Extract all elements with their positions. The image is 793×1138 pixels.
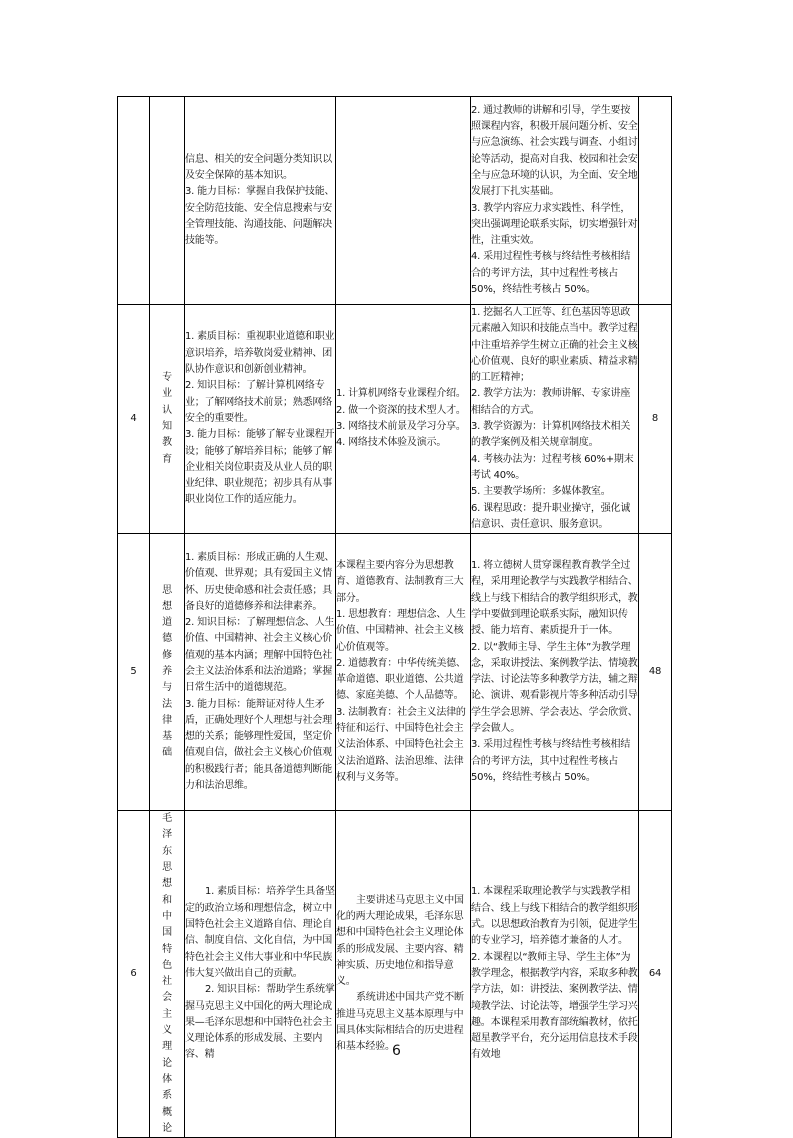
course-content: 主要讲述马克思主义中国化的两大理论成果，毛泽东思想和中国特色社会主义理论体系的形成发展、主要内容、精神实质、历史地位和指导意义。 系统讲述中国共产党不断推进马克思主义基本原理与中国具体实际相结合的历史进程和基本经验。 [336,811,471,1138]
course-content: 1. 计算机网络专业课程介绍。 2. 做一个资深的技术型人才。 3. 网络技术前景及学习分享。 4. 网络技术体验及演示。 [336,305,471,534]
course-hours: 64 [639,811,672,1138]
teaching-requirements: 2. 通过教师的讲解和引导，学生要按照课程内容，积极开展问题分析、安全与应急演练、社会实践与调查、小组讨论等活动，提高对自我、校园和社会安全与应急环境的认识，为全面、安全地发展打下扎实基础。 3. 教学内容应力求实践性、科学性，突出强调理论联系实际，切实增强针对性，注重实效。 4. 采用过程性考核与终结性考核相结合的考评方法，其中过程性考核占 50%，终结性考核占 50%。 [471,97,639,305]
table-row [118,97,672,305]
row-number: 5 [118,534,150,811]
course-content [336,97,471,305]
row-number: 4 [118,305,150,534]
course-objectives: 信息、相关的安全问题分类知识以及安全保障的基本知识。 3. 能力目标：掌握自我保护技能、安全防范技能、安全信息搜索与安全管理技能、沟通技能、问题解决技能等。 [185,97,336,305]
table-row [118,811,672,1138]
course-name: 专业认知教育 [150,305,185,534]
table-row [118,534,672,811]
course-content: 本课程主要内容分为思想教育、道德教育、法制教育三大部分。 1. 思想教育：理想信念、人生价值、中国精神、社会主义核心价值观等。 2. 道德教育：中华传统美德、革命道德、职业道德、公共道德、家庭美德、个人品德等。 3. 法制教育：社会主义法律的特征和运行、中国特色社会主义法治体系、中国特色社会主义法治道路、法治思维、法律权利与义务等。 [336,534,471,811]
table-row [118,305,672,534]
row-number [118,97,150,305]
teaching-requirements: 1. 挖掘名人工匠等、红色基因等思政元素融入知识和技能点当中。教学过程中注重培养学生树立正确的社会主义核心价值观、良好的职业素质、精益求精的工匠精神； 2. 教学方法为：教师讲解、专家讲座相结合的方式。 3. 教学资源为：计算机网络技术相关的教学案例及相关规章制度。 4. 考核办法为：过程考核 60%+期末考试 40%。 5. 主要教学场所：多媒体教室。 6. 课程思政：提升职业操守，强化诚信意识、责任意识、服务意识。 [471,305,639,534]
course-objectives: 1. 素质目标：形成正确的人生观、价值观、世界观；具有爱国主义情怀、历史使命感和社会责任感；具备良好的道德修养和法律素养。 2. 知识目标：了解理想信念、人生价值、中国精神、社会主义核心价值观的基本内涵；理解中国特色社会主义法治体系和法治道路；掌握日常生活中的道德规范。 3. 能力目标：能辩证对待人生矛盾，正确处理好个人理想与社会理想的关系；能够理性爱国，坚定价值观自信，做社会主义核心价值观的积极践行者；能具备道德判断能力和法治思维。 [185,534,336,811]
course-hours: 48 [639,534,672,811]
row-number: 6 [118,811,150,1138]
curriculum-table [117,96,672,1138]
course-hours [639,97,672,305]
course-name [150,97,185,305]
page-number: 6 [392,1043,401,1059]
teaching-requirements: 1. 本课程采取理论教学与实践教学相结合、线上与线下相结合的教学组织形式。以思想政治教育为引领，促进学生的专业学习，培养德才兼备的人才。 2. 本课程以“教师主导、学生主体”为教学理念，根据教学内容，采取多种教学方法，如：讲授法、案例教学法、情境教学法、讨论法等，增强学生学习兴趣。本课程采用教育部统编教材，依托超星教学平台，充分运用信息技术手段有效地 [471,811,639,1138]
course-name: 毛泽东思想和中国特色社会主义理论体系概论 [150,811,185,1138]
course-objectives: 1. 素质目标：重视职业道德和职业意识培养，培养敬岗爱业精神、团队协作意识和创新创业精神。 2. 知识目标：了解计算机网络专业；了解网络技术前景；熟悉网络安全的重要性。 3. 能力目标：能够了解专业课程开设；能够了解培养目标；能够了解企业相关岗位职责及从业人员的职业纪律、职业规范；初步具有从事职业岗位工作的适应能力。 [185,305,336,534]
course-name: 思想道德修养与法律基础 [150,534,185,811]
teaching-requirements: 1. 将立德树人贯穿课程教育教学全过程，采用理论教学与实践教学相结合、线上与线下相结合的教学组织形式，教学中要做到理论联系实际，融知识传授、能力培育、素质提升于一体。 2. 以“教师主导、学生主体”为教学理念，采取讲授法、案例教学法、情境教学法、讨论法等多种教学方法，辅之辩论、演讲、观看影视片等多种活动引导学生学会思辨、学会表达、学会欣赏、学会做人。 3. 采用过程性考核与终结性考核相结合的考评方法，其中过程性考核占 50%，终结性考核占 50%。 [471,534,639,811]
course-hours: 8 [639,305,672,534]
course-objectives: 1. 素质目标：培养学生具备坚定的政治立场和理想信念，树立中国特色社会主义道路自信、理论自信、制度自信、文化自信，为中国特色社会主义伟大事业和中华民族伟大复兴做出自己的贡献。 2. 知识目标：帮助学生系统掌握马克思主义中国化的两大理论成果—毛泽东思想和中国特色社会主义理论体系的形成发展、主要内容、精 [185,811,336,1138]
